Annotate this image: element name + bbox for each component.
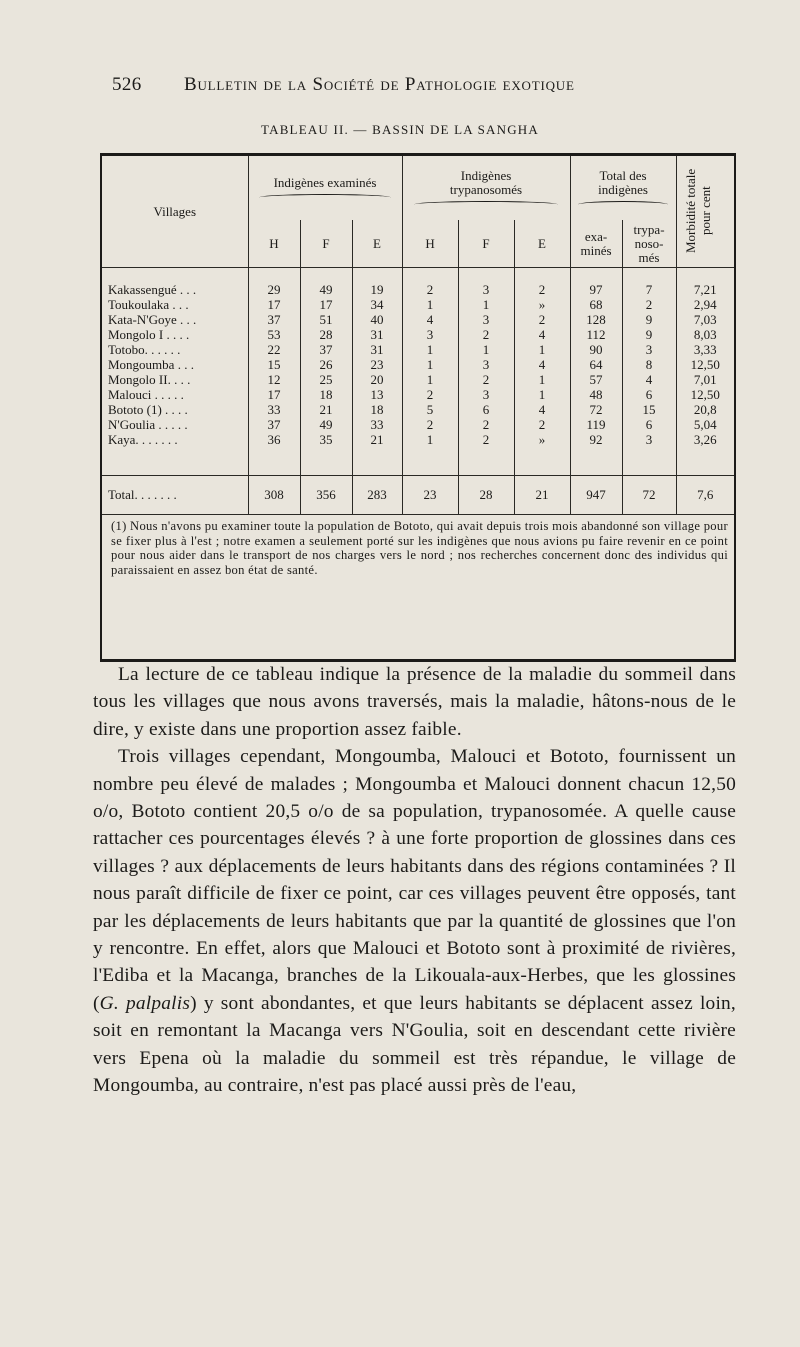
cell-village: Toukoulaka . . . [102, 297, 248, 312]
cell-morb: 5,04 [693, 417, 717, 432]
cell-eh: 17 [248, 387, 300, 402]
cell-tot-ex: 92 [570, 432, 622, 447]
cell-te: 1 [514, 387, 570, 402]
cell-tot-tr: 8 [622, 357, 676, 372]
cell-tf: 2 [458, 432, 514, 447]
cell-ee: 23 [352, 357, 402, 372]
table-row [102, 297, 734, 312]
table-row [102, 387, 734, 402]
cell-total-label: Total. . . . . . . [102, 476, 248, 515]
cell-te: 4 [514, 327, 570, 342]
cell-morb: 3,26 [693, 432, 717, 447]
cell-tf: 3 [458, 357, 514, 372]
cell-tot-ex: 119 [570, 417, 622, 432]
cell-total-th: 23 [402, 476, 458, 515]
cell-th: 2 [402, 387, 458, 402]
cell-village: Bototo (1) . . . . [102, 402, 248, 417]
paragraph-text: Trois villages cependant, Mongoumba, Malouci et Bototo, fournissent un nombre peu élevé de malades ; Mongoumba et Malouci donnent chacun 12,50 o/o, Bototo contient 20,5 o/o de sa population, trypanosomée. A quelle cause rattacher ces pourcentages élevés ? à une forte proportion de glossines dans ces villages ? aux déplacements de leurs habitants dans des régions contaminées ? Il nous paraît difficile de fixer ce point, car ces villages peuvent être opposés, tant par les déplacements de leurs habitants que par la quantité de glossines que l'on y rencontre. En effet, alors que Malouci et Bototo sont à proximité de rivières, l'Ediba et la Macanga, branches de la Likouala-aux-Herbes, que les glossines ( [93, 746, 736, 1014]
table-row [102, 327, 734, 342]
cell-tf: 3 [458, 312, 514, 327]
table-row [102, 312, 734, 327]
cell-tf: 2 [458, 417, 514, 432]
table-title: TABLEAU II. — BASSIN DE LA SANGHA [261, 122, 539, 137]
header-trypanosomed-e: E [514, 220, 570, 268]
cell-ee: 34 [352, 297, 402, 312]
cell-ee: 21 [352, 432, 402, 447]
cell-te: 2 [514, 312, 570, 327]
table-body [102, 268, 734, 515]
cell-ef: 26 [300, 357, 352, 372]
header-total-label: Total des indigènes [598, 167, 648, 197]
cell-te: 4 [514, 402, 570, 417]
journal-title: Bulletin de la Société de Pathologie exotique [184, 74, 575, 95]
cell-village: Kakassengué . . . [102, 282, 248, 297]
cell-th: 2 [402, 282, 458, 297]
cell-total-tf: 28 [458, 476, 514, 515]
header-trypanosomed-f: F [458, 220, 514, 268]
cell-th: 1 [402, 357, 458, 372]
brace-mark [259, 194, 391, 201]
cell-eh: 36 [248, 432, 300, 447]
header-examined-label: Indigènes examinés [273, 174, 377, 190]
cell-eh: 33 [248, 402, 300, 417]
header-examined [248, 156, 402, 220]
cell-total-morb: 7,6 [676, 476, 734, 515]
table-row [102, 357, 734, 372]
cell-ef: 25 [300, 372, 352, 387]
cell-tot-ex: 57 [570, 372, 622, 387]
cell-tot-ex: 112 [570, 327, 622, 342]
cell-tot-ex: 48 [570, 387, 622, 402]
cell-ee: 33 [352, 417, 402, 432]
brace-mark [578, 201, 668, 208]
cell-te: 2 [514, 417, 570, 432]
body-text [93, 661, 736, 1100]
cell-ee: 18 [352, 402, 402, 417]
cell-te: 4 [514, 357, 570, 372]
cell-th: 4 [402, 312, 458, 327]
table-row [102, 282, 734, 297]
brace-mark [414, 201, 558, 208]
cell-th: 1 [402, 342, 458, 357]
cell-morb: 2,94 [693, 297, 717, 312]
paragraph [93, 743, 736, 1099]
header-total-trypanosomed-label: trypa-noso-més [633, 221, 665, 265]
cell-village: N'Goulia . . . . . [102, 417, 248, 432]
cell-ef: 37 [300, 342, 352, 357]
cell-eh: 53 [248, 327, 300, 342]
cell-village: Totobo. . . . . . [102, 342, 248, 357]
cell-village: Malouci . . . . . [102, 387, 248, 402]
cell-tf: 3 [458, 387, 514, 402]
table-row [102, 402, 734, 417]
cell-village: Kata-N'Goye . . . [102, 312, 248, 327]
table-total-row [102, 476, 734, 515]
cell-th: 1 [402, 372, 458, 387]
cell-total-eh: 308 [248, 476, 300, 515]
cell-eh: 12 [248, 372, 300, 387]
cell-tot-tr: 2 [622, 297, 676, 312]
header-examined-e: E [352, 220, 402, 268]
cell-ef: 17 [300, 297, 352, 312]
header-trypanosomed [402, 156, 570, 220]
cell-eh: 29 [248, 282, 300, 297]
cell-morb: 3,33 [693, 342, 717, 357]
header-morbidity [676, 156, 734, 268]
cell-morb: 12,50 [690, 357, 720, 372]
cell-morb: 7,03 [693, 312, 717, 327]
cell-tf: 1 [458, 342, 514, 357]
paragraph: La lecture de ce tableau indique la présence de la maladie du sommeil dans tous les villages que nous avons traversés, mais la maladie, hâtons-nous de le dire, y existe dans une proportion assez faible. [93, 664, 736, 740]
cell-tot-tr: 9 [622, 312, 676, 327]
header-morbidity-label: Morbidité totale pour cent [682, 167, 713, 253]
cell-eh: 37 [248, 417, 300, 432]
cell-eh: 15 [248, 357, 300, 372]
cell-th: 5 [402, 402, 458, 417]
cell-ee: 20 [352, 372, 402, 387]
cell-tot-ex: 72 [570, 402, 622, 417]
header-villages-label: Villages [153, 203, 197, 219]
cell-tf: 3 [458, 282, 514, 297]
cell-ef: 28 [300, 327, 352, 342]
cell-ee: 31 [352, 327, 402, 342]
header-total-examined [570, 220, 622, 268]
species-name: G. palpalis [99, 992, 191, 1014]
cell-eh: 37 [248, 312, 300, 327]
cell-te: » [514, 297, 570, 312]
cell-tot-tr: 6 [622, 417, 676, 432]
cell-morb: 12,50 [690, 387, 720, 402]
cell-te: 1 [514, 372, 570, 387]
cell-total-te: 21 [514, 476, 570, 515]
header-trypanosomed-label: Indigènes trypanosomés [449, 167, 523, 197]
cell-ef: 35 [300, 432, 352, 447]
cell-village: Mongoumba . . . [102, 357, 248, 372]
cell-ee: 31 [352, 342, 402, 357]
header-examined-f: F [300, 220, 352, 268]
cell-tot-tr: 3 [622, 342, 676, 357]
cell-morb: 8,03 [693, 327, 717, 342]
cell-ef: 21 [300, 402, 352, 417]
running-header [112, 74, 712, 96]
cell-te: » [514, 432, 570, 447]
cell-ee: 13 [352, 387, 402, 402]
cell-morb: 7,21 [693, 282, 717, 297]
cell-tot-tr: 6 [622, 387, 676, 402]
cell-tot-tr: 3 [622, 432, 676, 447]
page-number: 526 [112, 74, 142, 95]
cell-total-tot-ex: 947 [570, 476, 622, 515]
cell-eh: 17 [248, 297, 300, 312]
cell-te: 1 [514, 342, 570, 357]
cell-morb: 20,8 [693, 402, 717, 417]
header-total [570, 156, 676, 220]
cell-eh: 22 [248, 342, 300, 357]
cell-th: 3 [402, 327, 458, 342]
cell-tot-tr: 7 [622, 282, 676, 297]
cell-ee: 40 [352, 312, 402, 327]
cell-tot-ex: 64 [570, 357, 622, 372]
cell-ee: 19 [352, 282, 402, 297]
data-table-frame [100, 153, 736, 662]
cell-village: Mongolo II. . . . [102, 372, 248, 387]
cell-total-tot-tr: 72 [622, 476, 676, 515]
data-table [102, 156, 734, 514]
header-examined-h: H [248, 220, 300, 268]
cell-ef: 49 [300, 417, 352, 432]
cell-th: 1 [402, 297, 458, 312]
cell-tot-ex: 90 [570, 342, 622, 357]
cell-tf: 1 [458, 297, 514, 312]
table-row [102, 417, 734, 432]
table-row [102, 432, 734, 447]
cell-ef: 51 [300, 312, 352, 327]
table-row [102, 342, 734, 357]
cell-morb: 7,01 [693, 372, 717, 387]
table-row [102, 372, 734, 387]
cell-tot-ex: 68 [570, 297, 622, 312]
cell-tf: 2 [458, 327, 514, 342]
table-footnote: (1) Nous n'avons pu examiner toute la population de Bototo, qui avait depuis trois mois abandonné son village pour se fixer plus à l'est ; notre examen a seulement porté sur les indigènes que nous avions pu faire revenir en ce point pour nous aider dans le transport de nos charges vers le nord ; nos recherches concernent donc des individus qui paraissaient en assez bon état de santé. [102, 514, 734, 614]
cell-tot-ex: 97 [570, 282, 622, 297]
cell-th: 2 [402, 417, 458, 432]
header-trypanosomed-h: H [402, 220, 458, 268]
cell-village: Mongolo I . . . . [102, 327, 248, 342]
header-villages [102, 156, 248, 268]
cell-tot-tr: 4 [622, 372, 676, 387]
paragraph-text: ) y sont abondantes, et que leurs habitants se déplacent assez loin, soit en remontant la Macanga vers N'Goulia, soit en descendant cette rivière vers Epena où la maladie du sommeil est très répandue, le village de Mongoumba, au contraire, n'est pas placé aussi près de l'eau, [93, 992, 736, 1097]
header-total-trypanosomed [622, 220, 676, 268]
cell-ef: 49 [300, 282, 352, 297]
header-total-examined-label: exa-minés [580, 228, 612, 258]
cell-tf: 6 [458, 402, 514, 417]
cell-tot-tr: 9 [622, 327, 676, 342]
cell-village: Kaya. . . . . . . [102, 432, 248, 447]
cell-total-ee: 283 [352, 476, 402, 515]
cell-tf: 2 [458, 372, 514, 387]
cell-tot-ex: 128 [570, 312, 622, 327]
cell-th: 1 [402, 432, 458, 447]
cell-total-ef: 356 [300, 476, 352, 515]
cell-ef: 18 [300, 387, 352, 402]
cell-te: 2 [514, 282, 570, 297]
cell-tot-tr: 15 [622, 402, 676, 417]
